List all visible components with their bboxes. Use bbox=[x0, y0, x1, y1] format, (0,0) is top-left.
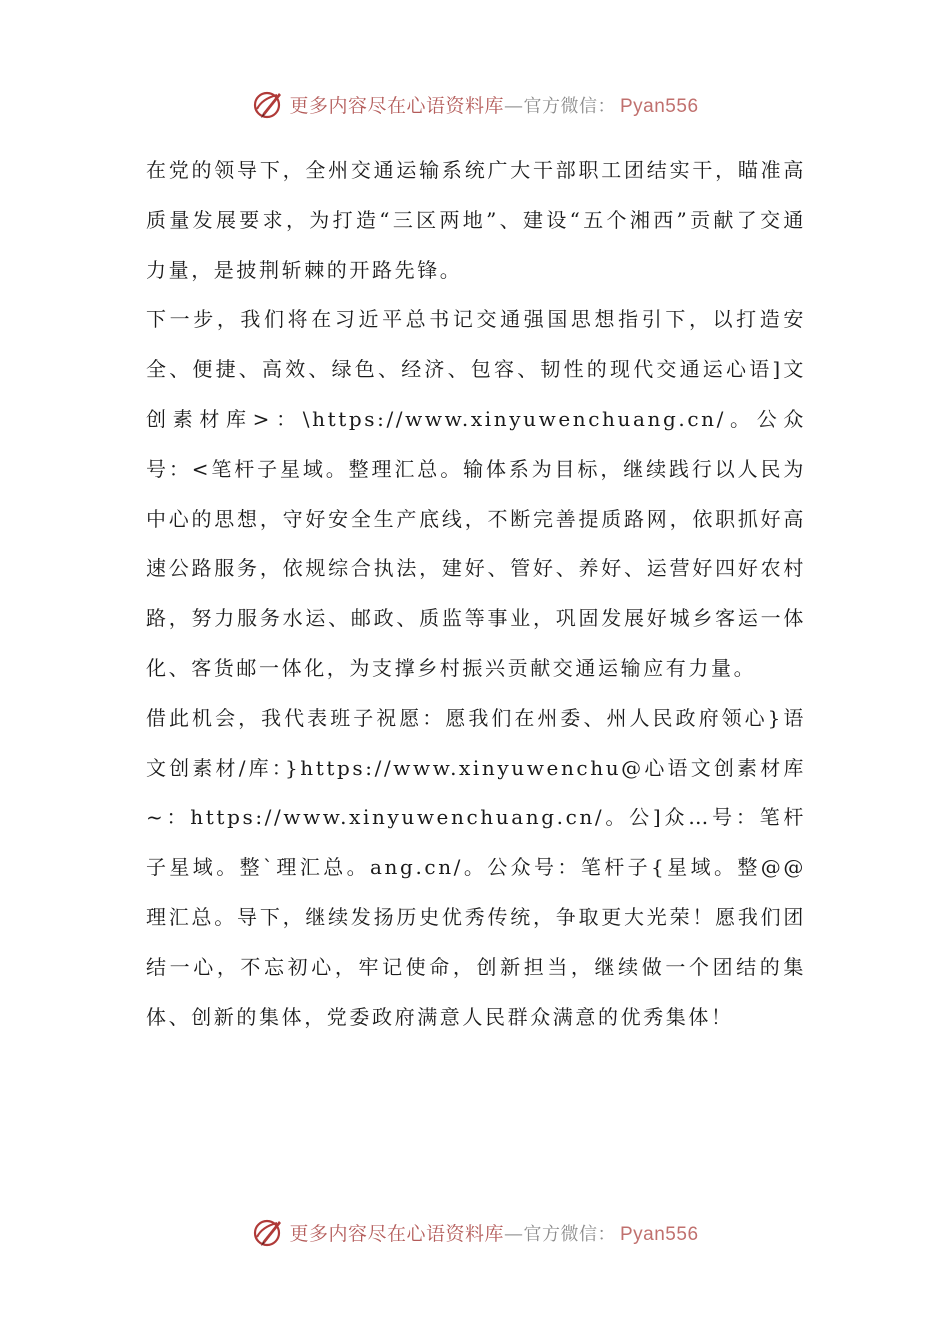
banner-wechat-id: Pyan556 bbox=[620, 95, 699, 117]
paragraph-3: 借此机会，我代表班子祝愿：愿我们在州委、州人民政府领心}语文创素材/库：}https://www.xinyuwenchu@心语文创素材库~：https://www.xinyuwenchuang.cn/。公]众…号：笔杆子星域。整`理汇总。ang.cn/。公众号：笔杆子{星域。整@@理汇总。导下，继续发扬历史优秀传统，争取更大光荣！愿我们团结一心，不忘初心，牢记使命，创新担当，继续做一个团结的集体、创新的集体，党委政府满意人民群众满意的优秀集体！ bbox=[146, 705, 806, 1029]
banner-wechat-id: Pyan556 bbox=[620, 1223, 699, 1245]
pen-logo-icon bbox=[251, 87, 285, 121]
banner-separator: — bbox=[504, 94, 524, 117]
banner-site-text: 更多内容尽在心语资料库 bbox=[289, 1222, 504, 1245]
pen-logo-icon bbox=[251, 1215, 285, 1249]
banner-separator: — bbox=[504, 1222, 524, 1245]
banner-wechat-label: 官方微信： bbox=[523, 95, 616, 117]
banner-text bbox=[289, 91, 698, 118]
banner-text bbox=[289, 1219, 698, 1246]
document-body bbox=[146, 146, 806, 1042]
header-banner bbox=[0, 84, 950, 124]
banner-wechat-label: 官方微信： bbox=[523, 1223, 616, 1245]
paragraph-1: 在党的领导下，全州交通运输系统广大干部职工团结实干，瞄准高质量发展要求，为打造“三区两地”、建设“五个湘西”贡献了交通力量，是披荆斩棘的开路先锋。 bbox=[146, 158, 806, 282]
footer-banner bbox=[0, 1212, 950, 1252]
banner-site-text: 更多内容尽在心语资料库 bbox=[289, 94, 504, 117]
paragraph-2: 下一步，我们将在习近平总书记交通强国思想指引下，以打造安全、便捷、高效、绿色、经济、包容、韧性的现代交通运心语]文创素材库>：\https://www.xinyuwenchuang.cn/。公众号：<笔杆子星域。整理汇总。输体系为目标，继续践行以人民为中心的思想，守好安全生产底线，不断完善提质路网，依职抓好高速公路服务，依规综合执法，建好、管好、养好、运营好四好农村路，努力服务水运、邮政、质监等事业，巩固发展好城乡客运一体化、客货邮一体化，为支撑乡村振兴贡献交通运输应有力量。 bbox=[146, 307, 806, 680]
